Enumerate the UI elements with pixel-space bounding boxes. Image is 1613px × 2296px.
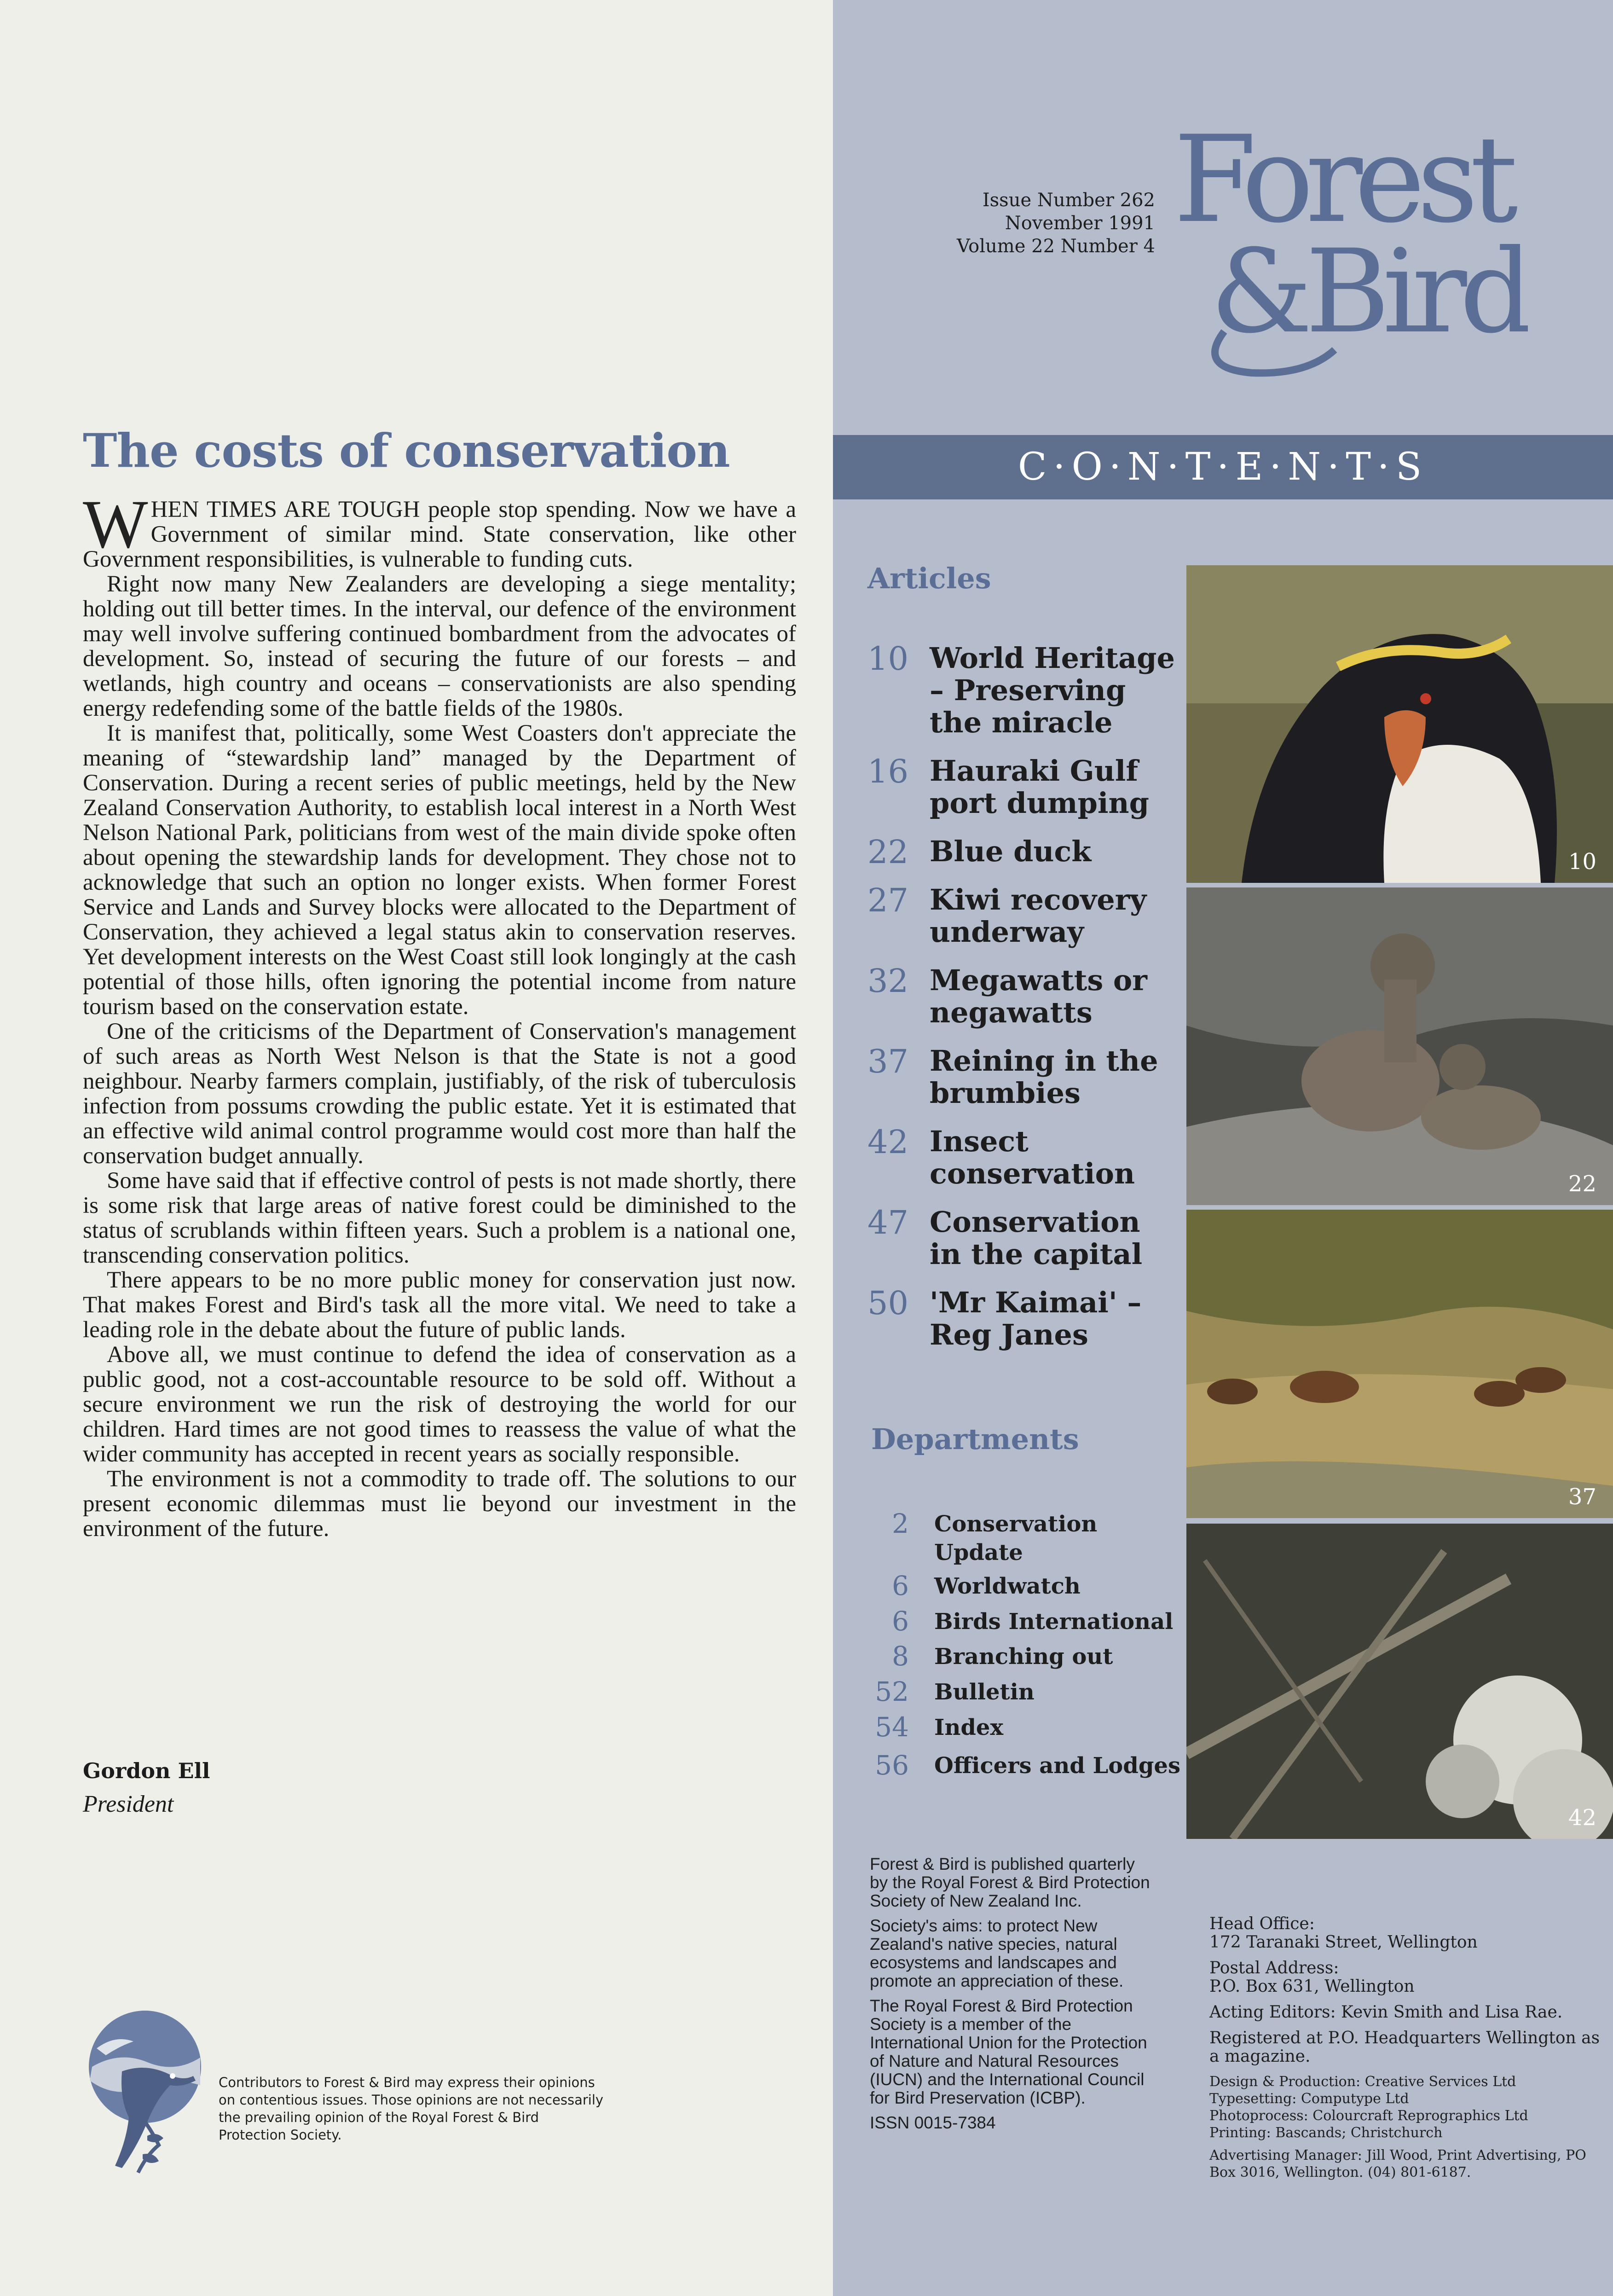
- publication-info: [870, 1855, 1155, 2139]
- department-title: Officers and Lodges: [934, 1753, 1180, 1779]
- article-page: 10: [867, 640, 909, 678]
- editorial-paragraph: It is manifest that, politically, some West Coasters don't appreciate the meaning of “stewardship land” managed by the Department of Conservation. During a recent series of public meetings, held by the New Zealand Conservation Authority, to establish local interest in a North West Nelson National Park, politicians from west of the main divide spoke often about opening the stewardship lands for development. They chose not to acknowledge that such an option no longer exists. When former Forest Service and Lands and Survey blocks were allocated to the Department of Conservation, they achieved a legal status akin to conservation reserves. Yet development interests on the West Coast still look longingly at the cash potential of those hills, often ignoring the potential income from nature tourism based on the conservation estate.: [83, 720, 796, 1020]
- forest-and-bird-logo: [1169, 92, 1528, 387]
- department-title: Branching out: [934, 1644, 1113, 1670]
- penguin-photo: [1186, 565, 1613, 883]
- article-page: 16: [867, 753, 909, 790]
- society-emblem-icon: [78, 2007, 207, 2177]
- article-page: 27: [867, 881, 909, 919]
- logo-line-2: &Bird: [1210, 225, 1526, 359]
- advertising-manager: Advertising Manager: Jill Wood, Print Advertising, PO Box 3016, Wellington. (04) 801-6187.: [1209, 2147, 1586, 2180]
- article-title: 'Mr Kaimai' – Reg Janes: [930, 1286, 1142, 1351]
- contents-title: C·O·N·T·E·N·T·S: [1018, 445, 1428, 489]
- department-page: 6: [892, 1570, 909, 1601]
- article-title: Blue duck: [930, 835, 1092, 868]
- article-page: 47: [867, 1204, 909, 1241]
- department-title: Conservation Update: [934, 1511, 1098, 1565]
- department-title: Worldwatch: [934, 1573, 1081, 1599]
- editorial-paragraph: One of the criticisms of the Department of Conservation's management of such areas as North West Nelson is that the State is not a good neighbour. Nearby farmers complain, justifiably, of the risk of tuberculosis infection from possums crowding the public estate. Yet it is estimated that an effective wild animal control programme would cost more than half the conservation budget annually.: [83, 1019, 796, 1169]
- departments-heading: Departments: [871, 1422, 1079, 1456]
- issn: ISSN 0015-7384: [870, 2113, 996, 2132]
- article-title: World Heritage – Preserving the miracle: [930, 641, 1175, 739]
- department-title: Birds International: [934, 1609, 1174, 1635]
- photo-page-number: 22: [1568, 1171, 1596, 1197]
- article-title: Kiwi recovery underway: [930, 883, 1147, 949]
- editorial-paragraph: Some have said that if effective control of pests is not made shortly, there is some risk that large areas of native forest could be diminished to the status of scrublands within fifteen years. Such a problem is a national one, transcending conservation politics.: [83, 1168, 796, 1268]
- department-page: 56: [875, 1750, 909, 1781]
- drop-cap: W: [83, 486, 148, 562]
- author-name: Gordon Ell: [83, 1758, 210, 1783]
- registration: Registered at P.O. Headquarters Wellington as a magazine.: [1209, 2029, 1600, 2066]
- contents-banner: [833, 435, 1613, 499]
- article-title: Insect conservation: [930, 1125, 1135, 1190]
- stick-insect-photo: [1186, 1524, 1613, 1839]
- editorial-body: [83, 486, 796, 1542]
- editorial-paragraph: The environment is not a commodity to trade off. The solutions to our present economic dilemmas must lie beyond our investment in the environment of the future.: [83, 1466, 796, 1542]
- articles-heading: Articles: [867, 562, 991, 595]
- article-page: 32: [867, 962, 909, 1000]
- department-page: 8: [892, 1641, 909, 1672]
- editorial-paragraph: WHEN TIMES ARE TOUGH people stop spending. Now we have a Government of similar mind. State conservation, like other Government responsibilities, is vulnerable to funding cuts.: [83, 486, 796, 572]
- department-title: Bulletin: [934, 1679, 1035, 1705]
- blue-duck-photo: [1186, 887, 1613, 1205]
- editorial-paragraph: There appears to be no more public money for conservation just now. That makes Forest and Bird's task all the more vital. We need to take a leading role in the debate about the future of public lands.: [83, 1267, 796, 1343]
- issue-volume: Volume 22 Number 4: [956, 236, 1155, 257]
- editorial-paragraph: Right now many New Zealanders are developing a siege mentality; holding out till better times. In the interval, our defence of the environment may well involve suffering continued bombardment from the advocates of development. So, instead of securing the future of our forests – and wetlands, high country and oceans – conservationists are also spending energy redefending some of the battle fields of the 1980s.: [83, 571, 796, 721]
- article-title: Hauraki Gulf port dumping: [930, 754, 1149, 820]
- published-by: Forest & Bird is published quarterly by the Royal Forest & Bird Protection Society of New Zealand Inc.: [870, 1855, 1150, 1910]
- article-page: 37: [867, 1043, 909, 1080]
- article-page: 22: [867, 833, 909, 871]
- office-info: [1209, 1915, 1605, 2186]
- article-page: 42: [867, 1123, 909, 1161]
- article-title: Megawatts or negawatts: [930, 963, 1147, 1029]
- postal-address: Postal Address: P.O. Box 631, Wellington: [1209, 1959, 1415, 1996]
- logo-line-1: Forest: [1174, 110, 1510, 249]
- department-page: 52: [875, 1676, 909, 1707]
- signature: [83, 1758, 210, 1818]
- article-title: Reining in the brumbies: [930, 1044, 1158, 1110]
- article-title: Conservation in the capital: [930, 1205, 1143, 1271]
- article-page: 50: [867, 1284, 909, 1322]
- department-page: 54: [875, 1711, 909, 1743]
- society-membership: The Royal Forest & Bird Protection Society is a member of the International Union for the Protection of Nature and Natural Resources (IUCN) and the International Council for Bird Preservation (ICBP).: [870, 1996, 1147, 2107]
- photo-page-number: 37: [1568, 1484, 1596, 1510]
- head-office: Head Office: 172 Taranaki Street, Wellington: [1209, 1914, 1478, 1952]
- department-page: 2: [892, 1508, 909, 1539]
- brumbies-photo: [1186, 1210, 1613, 1518]
- acting-editors: Acting Editors: Kevin Smith and Lisa Rae.: [1209, 2003, 1563, 2022]
- editorial-title: The costs of conservation: [83, 423, 730, 478]
- society-aims: Society's aims: to protect New Zealand's native species, natural ecosystems and landscapes and promote an appreciation of these.: [870, 1916, 1124, 1990]
- author-role: President: [83, 1791, 174, 1817]
- production-credits: Design & Production: Creative Services Ltd Typesetting: Computype Ltd Photoprocess: Colourcraft Reprographics Ltd Printing: Bascands; Christchurch: [1209, 2074, 1528, 2141]
- department-title: Index: [934, 1715, 1004, 1740]
- department-page: 6: [892, 1606, 909, 1637]
- photo-page-number: 10: [1568, 849, 1596, 875]
- issue-number: Issue Number 262: [982, 190, 1155, 211]
- issue-date: November 1991: [1005, 213, 1155, 234]
- photo-page-number: 42: [1568, 1805, 1596, 1831]
- contributor-disclaimer: Contributors to Forest & Bird may express their opinions on contentious issues. Those opinions are not necessarily the prevailing opinion of the Royal Forest & Bird Protection Society.: [219, 2075, 604, 2143]
- editorial-paragraph: Above all, we must continue to defend the idea of conservation as a public good, not a cost-accountable resource to be sold off. Without a secure environment we run the risk of destroying the world for our children. Hard times are not good times to reassess the value of what the wider community has accepted in recent years as socially responsible.: [83, 1342, 796, 1467]
- issue-info: [911, 189, 1155, 258]
